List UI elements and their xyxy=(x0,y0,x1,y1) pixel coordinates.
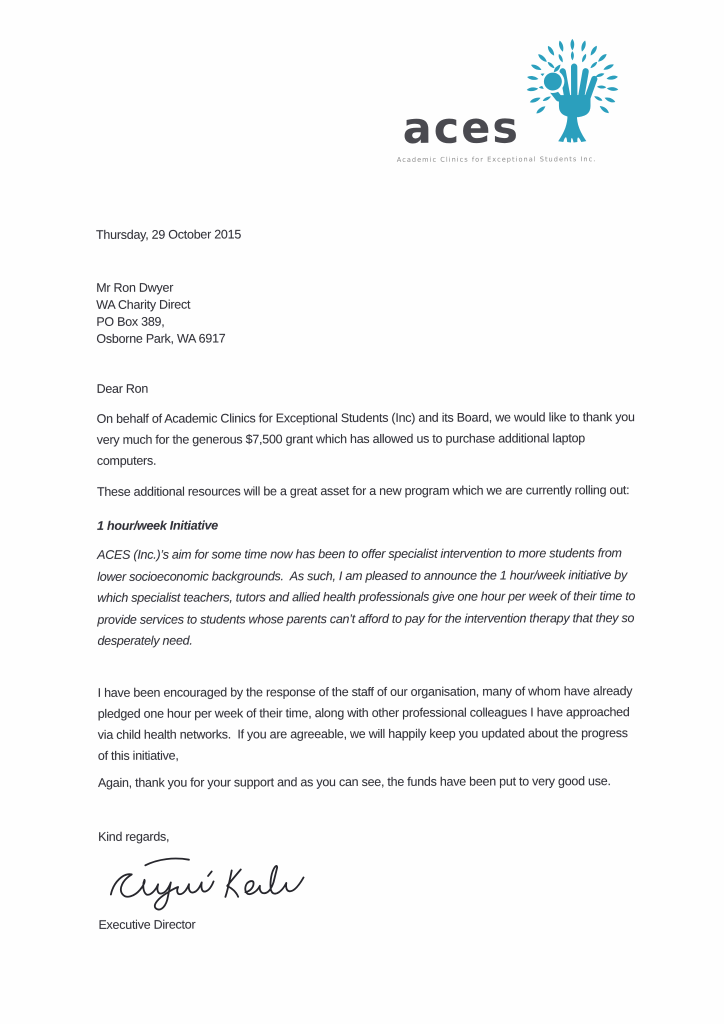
aces-wordmark: aces xyxy=(402,103,521,155)
signer-title: Executive Director xyxy=(98,917,196,932)
recipient-suburb: Osborne Park, WA 6917 xyxy=(96,331,226,346)
recipient-po-box: PO Box 389, xyxy=(96,314,165,329)
paragraph-initiative: ACES (Inc.)’s aim for some time now has been to offer specialist intervention to more students from lower socioeconomic backgrounds. As such, I am pleased to announce the 1 hour/week initiative by which specialist teachers, tutors and allied health professionals give one hour per week of their time to provide services to students whose parents can’t afford to pay for the intervention therapy that they so desperately need. xyxy=(97,546,639,648)
paragraph-again: Again, thank you for your support and as you can see, the funds have been put to very good use. xyxy=(97,773,611,790)
initiative-heading: 1 hour/week Initiative xyxy=(97,518,219,533)
paragraph-resources: These additional resources will be a great asset for a new program which we are currently rolling out: xyxy=(96,483,630,499)
aces-tagline: Academic Clinics for Exceptional Students Inc. xyxy=(396,155,597,164)
letter-date: Thursday, 29 October 2015 xyxy=(96,227,242,242)
recipient-organisation: WA Charity Direct xyxy=(96,297,191,312)
salutation: Dear Ron xyxy=(96,381,149,396)
closing: Kind regards, xyxy=(98,829,170,844)
aces-tree-logo xyxy=(514,35,630,153)
paragraph-response: I have been encouraged by the response of the staff of our organisation, many of whom have already pledged one hour per week of their time, along with other professional colleagues I have approached via child health networks. If you are agreeable, we will happily keep you updated about the progress of this initiative, xyxy=(97,683,636,763)
signature xyxy=(100,850,312,911)
recipient-address-block xyxy=(96,278,636,348)
aces-letterhead xyxy=(396,37,630,164)
recipient-name: Mr Ron Dwyer xyxy=(96,280,174,295)
paragraph-thanks: On behalf of Academic Clinics for Exceptional Students (Inc) and its Board, we would like to thank you very much for the generous $7,500 grant which has allowed us to purchase additional laptop computers. xyxy=(96,410,638,468)
letter-body xyxy=(96,223,638,935)
